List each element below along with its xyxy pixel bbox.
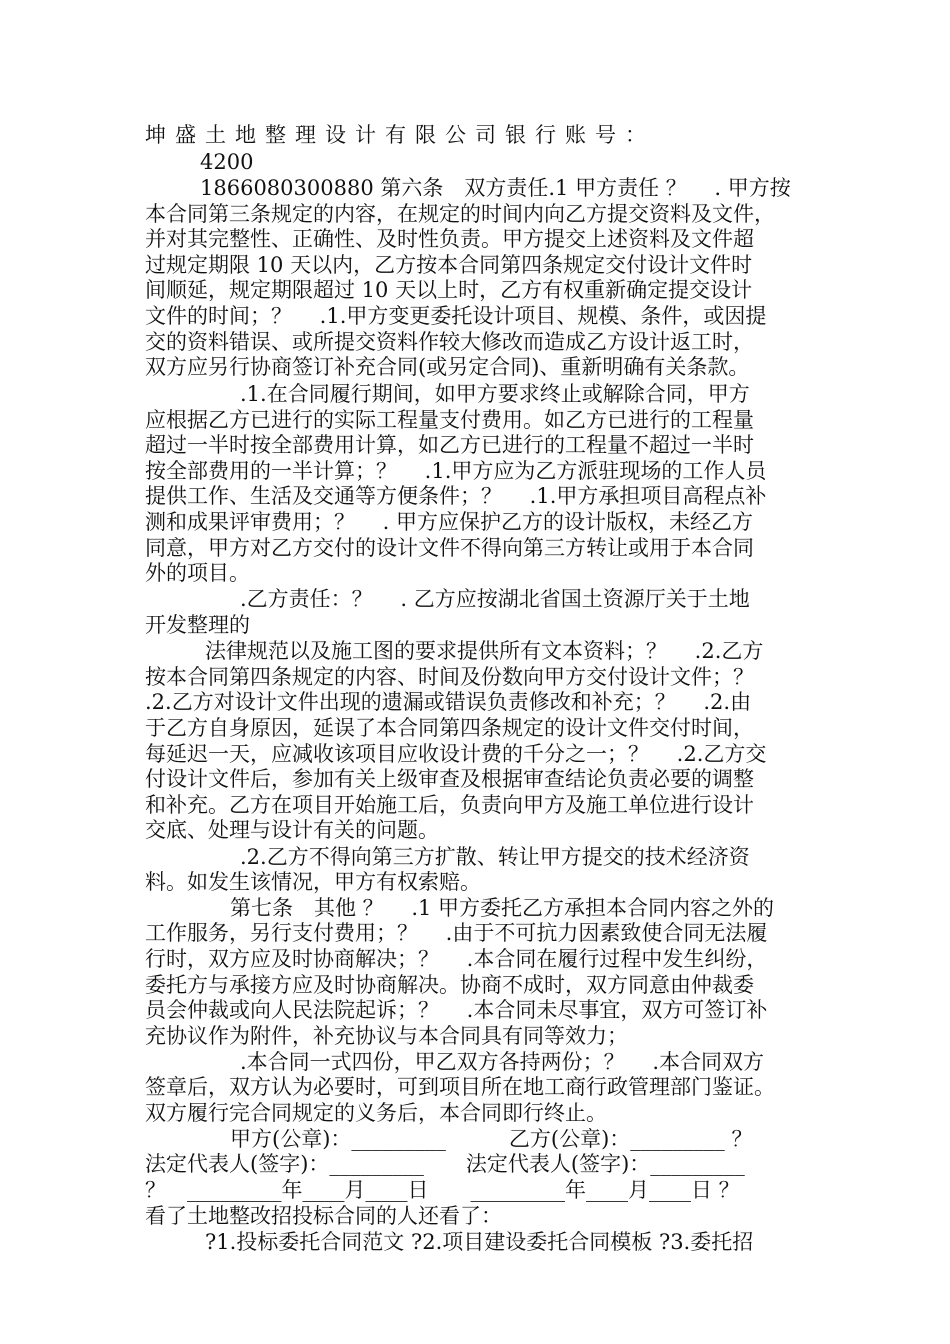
text-line: 交底、处理与设计有关的问题。 bbox=[145, 818, 439, 842]
text-line: 过规定期限 10 天以内，乙方按本合同第四条规定交付设计文件时 bbox=[145, 253, 753, 277]
text-line: 交的资料错误、或所提交资料作较大修改而造成乙方设计返工时， bbox=[145, 330, 754, 354]
text-line: .1.在合同履行期间，如甲方要求终止或解除合同，甲方 bbox=[240, 382, 750, 406]
text-line: 法律规范以及施工图的要求提供所有文本资料；？ .2.乙方 bbox=[205, 639, 764, 663]
text-line: 同意，甲方对乙方交付的设计文件不得向第三方转让或用于本合同 bbox=[145, 536, 754, 560]
text-line: .2.乙方不得向第三方扩散、转让甲方提交的技术经济资 bbox=[240, 845, 750, 869]
seal-line: 甲方(公章)：_________ 乙方(公章)：_________ ？ bbox=[230, 1127, 753, 1151]
text-line: 本合同第三条规定的内容，在规定的时间内向乙方提交资料及文件， bbox=[145, 202, 775, 226]
text-line: 行时，双方应及时协商解决；？ .本合同在履行过程中发生纠纷， bbox=[145, 947, 768, 971]
text-line: .2.乙方对设计文件出现的遗漏或错误负责修改和补充；？ .2.由 bbox=[145, 690, 752, 714]
text-line: 签章后，双方认为必要时，可到项目所在地工商行政管理部门鉴证。 bbox=[145, 1075, 775, 1099]
text-line: .本合同一式四份，甲乙双方各持两份；？ .本合同双方 bbox=[240, 1050, 765, 1074]
text-line: 充协议作为附件，补充协议与本合同具有同等效力； bbox=[145, 1024, 628, 1048]
text-line: 委托方与承接方应及时协商解决。协商不成时，双方同意由仲裁委 bbox=[145, 973, 754, 997]
text-line: 员会仲裁或向人民法院起诉；？ .本合同未尽事宜，双方可签订补 bbox=[145, 998, 768, 1022]
signature-line: 法定代表人(签字)：_________ 法定代表人(签字)：_________ bbox=[145, 1152, 745, 1176]
text-line: 付设计文件后，参加有关上级审查及根据审查结论负责必要的调整 bbox=[145, 767, 754, 791]
article-six-line: 1866080300880 第六条 双方责任.1 甲方责任 ？ . 甲方按 bbox=[200, 176, 791, 200]
text-line: 每延迟一天，应减收该项目应收设计费的千分之一；？ .2.乙方交 bbox=[145, 742, 767, 766]
article-seven-line: 第七条 其他 ？ .1 甲方委托乙方承担本合同内容之外的 bbox=[230, 896, 775, 920]
text-line: 和补充。乙方在项目开始施工后，负责向甲方及施工单位进行设计 bbox=[145, 793, 754, 817]
party-b-responsibility-line: .乙方责任：？ . 乙方应按湖北省国土资源厅关于土地 bbox=[240, 587, 750, 611]
text-line: 开发整理的 bbox=[145, 613, 250, 637]
text-line: 测和成果评审费用；？ . 甲方应保护乙方的设计版权，未经乙方 bbox=[145, 510, 754, 534]
text-line: 按全部费用的一半计算；？ .1.甲方应为乙方派驻现场的工作人员 bbox=[145, 459, 767, 483]
text-line: 提供工作、生活及交通等方便条件；？ .1.甲方承担项目高程点补 bbox=[145, 484, 767, 508]
text-line: 双方应另行协商签订补充合同(或另定合同)、重新明确有关条款。 bbox=[145, 355, 750, 379]
text-line: 料。如发生该情况，甲方有权索赔。 bbox=[145, 870, 481, 894]
text-line: 工作服务，另行支付费用；？ .由于不可抗力因素致使合同无法履 bbox=[145, 921, 768, 945]
date-line: ？ _________年____月____日 _________年____月____日 ？ bbox=[145, 1178, 740, 1202]
text-line: 4200 bbox=[200, 150, 254, 174]
text-line: 外的项目。 bbox=[145, 561, 250, 585]
text-line: 间顺延，规定期限超过 10 天以上时，乙方有权重新确定提交设计 bbox=[145, 278, 753, 302]
text-line: 双方履行完合同规定的义务后，本合同即行终止。 bbox=[145, 1101, 607, 1125]
text-line: 超过一半时按全部费用计算，如乙方已进行的工程量不超过一半时 bbox=[145, 433, 754, 457]
text-line: 应根据乙方已进行的实际工程量支付费用。如乙方已进行的工程量 bbox=[145, 408, 754, 432]
related-heading: 看了土地整改招投标合同的人还看了： bbox=[145, 1204, 502, 1228]
related-links-line[interactable]: ?1.投标委托合同范文 ?2.项目建设委托合同模板 ?3.委托招 bbox=[205, 1230, 754, 1254]
text-line: 并对其完整性、正确性、及时性负责。甲方提交上述资料及文件超 bbox=[145, 227, 754, 251]
text-line: 文件的时间；？ .1.甲方变更委托设计项目、规模、条件，或因提 bbox=[145, 304, 767, 328]
bank-account-heading: 坤盛土地整理设计有限公司银行账号： bbox=[145, 123, 655, 147]
text-line: 按本合同第四条规定的内容、时间及份数向甲方交付设计文件；？ bbox=[145, 665, 754, 689]
text-line: 于乙方自身原因，延误了本合同第四条规定的设计文件交付时间， bbox=[145, 716, 754, 740]
